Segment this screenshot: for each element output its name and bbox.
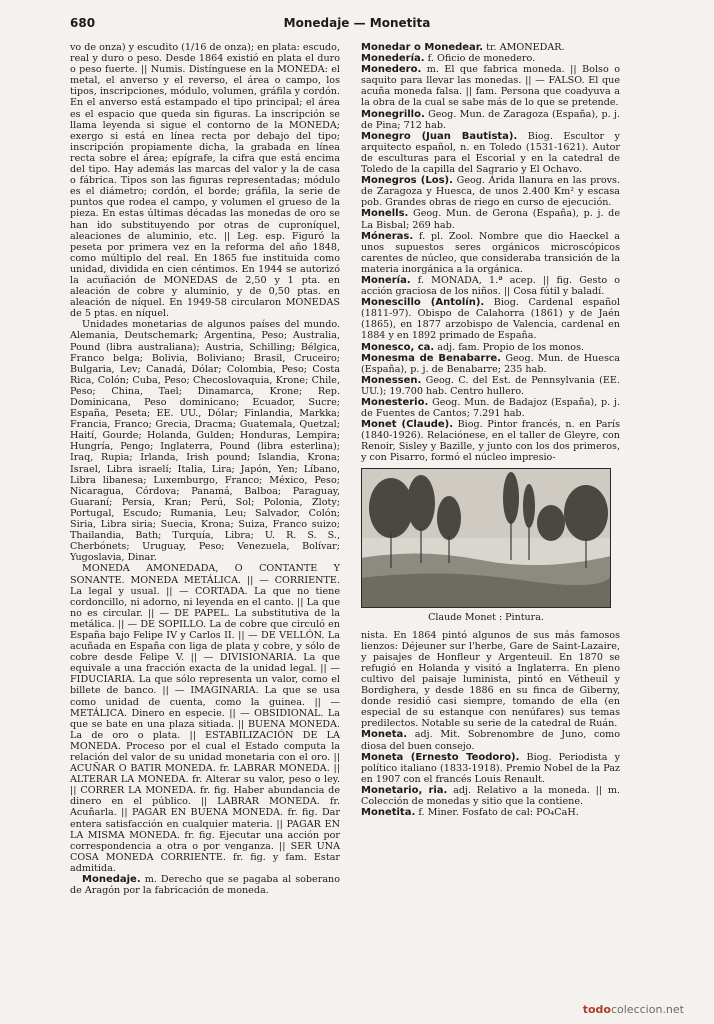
definition: Geog. Mun. de Huesca (España), p. j. de Benabarre; 235 hab. (361, 352, 620, 375)
definition: m. Derecho que se pagaba al soberano de Aragón por la fabricación de moneda. (70, 874, 340, 897)
definition: Geog. Mun. de Zaragoza (España), p. j. de Pina; 712 hab. (361, 108, 620, 131)
definition: Biog. Escultor y arquitecto español, n. en Toledo (1531-1621). Autor de esculturas para el Escorial y en la catedral de Toledo de la capilla del Sagrario y El Ochavo. (361, 130, 620, 176)
dictionary-entry (361, 175, 620, 208)
definition: Biog. Cardenal español (1811-97). Obispo de Calahorra (1861) y de Jaén (1865), en 1877 arzobispo de Valencia, cardenal en 1884 y en 1892 primado de España. (361, 297, 620, 342)
headword: Monetario, ria. (361, 784, 448, 796)
headword: Monesma de Benabarre. (361, 352, 501, 364)
headword: Monedar o Monedear. (361, 42, 484, 53)
headword: Moneta (Ernesto Teodoro). (361, 751, 520, 763)
headword: Monessen. (361, 374, 422, 386)
headword: Monesco, ca. (361, 341, 435, 353)
definition: Geog. Árida llanura en las provs. de Zaragoza y Huesca, de unos 2.400 Km² y escasa pob. Grandes obras de riego en curso de ejecución. (361, 175, 620, 209)
dictionary-entry (361, 208, 620, 230)
entries-top (361, 42, 620, 464)
dictionary-entry (361, 729, 620, 751)
definition: Biog. Periodista y político italiano (1833-1918). Premio Nobel de la Paz en 1907 con el francés Louis Renault. (361, 751, 620, 785)
headword: Monesterio. (361, 397, 429, 408)
dictionary-entry (361, 419, 620, 463)
page-header (0, 16, 714, 34)
headword: Monería. (361, 274, 411, 286)
definition: adj. Mit. Sobrenombre de Juno, como diosa del buen consejo. (361, 729, 620, 752)
definition: adj. fam. Propio de los monos. (437, 341, 585, 353)
headword: Monedero. (361, 64, 422, 76)
definition: Biog. Pintor francés, n. en París (1840-1926). Relaciónese, en el taller de Gleyre, con Renoir, Sisley y Bazille, y junto con los dos primeros, y con Pisarro, formó el núcleo impresio- (361, 419, 620, 464)
definition: m. El que fabrica moneda. || Bolso o saquito para llevar las monedas. || — FALSO. El que acuña moneda falsa. || fam. Persona que coadyuva a la obra de la cual se sabe más de lo que se pretende. (361, 64, 620, 109)
dictionary-entry (361, 42, 620, 53)
dictionary-entry (361, 342, 620, 353)
dictionary-entry (361, 353, 620, 375)
headword: Monescillo (Antolín). (361, 297, 485, 309)
entry-monedaje (70, 874, 340, 896)
headword: Monedería. (361, 53, 425, 65)
dictionary-entry (361, 53, 620, 64)
page-number: 680 (70, 16, 96, 30)
watermark-domain: .net (662, 1003, 684, 1016)
monet-painting-figure (361, 468, 611, 628)
figure-caption: Claude Monet : Pintura. (428, 611, 544, 623)
dictionary-entry (361, 807, 620, 818)
moneda-phrases-paragraph: MONEDA AMONEDADA, O CONTANTE Y SONANTE. MONEDA METÁLICA. || — CORRIENTE. La legal y usual. || — CORTADA. La que no tiene cordoncillo, ni adorno, ni leyenda en el canto. || La que no es circular. || — DE PAPEL. La substitutiva de la metálica. || — DE SOPILLO. La de cobre que circuló en España bajo Felipe IV y Carlos II. || — DE VELLÓN. La acuñada en España con liga de plata y cobre, y sólo de cobre desde Felipe V. || — DIVISIONARIA. La que equivale a una fracción exacta de la unidad legal. || — FIDUCIARIA. La que sólo representa un valor, como el billete de banco. || — IMAGINARIA. La que se usa como unidad de cuenta, como la guinea. || — METÁLICA. Dinero en especie. || — OBSIDIONAL. La que se bate en una plaza sitiada. || BUENA MONEDA. La de oro o plata. || ESTABILIZACIÓN DE LA MONEDA. Proceso por el cual el Estado computa la relación del valor de su unidad monetaria con el oro. || ACUÑAR O BATIR MONEDA. fr. LABRAR MONEDA. || ALTERAR LA MONEDA. fr. Alterar su valor, peso o ley. || CORRER LA MONEDA. fr. fig. Haber abundancia de dinero en el público. || LABRAR MONEDA. fr. Acuñarla. || PAGAR EN BUENA MONEDA. fr. fig. Dar entera satisfacción en cualquier materia. || PAGAR EN LA MISMA MONEDA. fr. fig. Ejecutar una acción por correspondencia a otra o por venganza. || SER UNA COSA MONEDA CORRIENTE. fr. fig. y fam. Estar admitida. (70, 563, 340, 874)
headword: Monells. (361, 208, 409, 220)
dictionary-entry (361, 397, 620, 419)
page-title: Monedaje — Monetita (283, 16, 431, 30)
monet-continued-paragraph: nista. En 1864 pintó algunos de sus más famosos lienzos: Déjeuner sur l'herbe, Gare de Saint-Lazaire, y paisajes de Honfleur y Argenteuil. En 1870 se refugió en Holanda y visitó a Inglaterra. En pleno cultivo del paisaje luminista, pintó en Vétheuil y Bordighera, y desde 1886 en su finca de Giberny, donde residió casi siempre, tomando de ella (en especial de su estanque con nenúfares) sus temas predilectos. Notable su serie de la catedral de Ruán. (361, 629, 620, 730)
monet-painting-image (361, 468, 611, 608)
headword: Monedaje. (82, 874, 141, 886)
definition: Geog. Mun. de Gerona (España), p. j. de La Bisbal; 269 hab. (361, 208, 620, 231)
definition: adj. Relativo a la moneda. || m. Colección de monedas y sitio que la contiene. (361, 784, 620, 807)
currency-units-paragraph: Unidades monetarias de algunos países del mundo. Alemania, Deutschemark; Argentina, Peso; Australia, Pound (libra australiana); Austria, Schilling; Bélgica, Franco belga; Bolivia, Boliviano; Brasil, Cruceiro; Bulgaria, Lev; Canadá, Dólar; Colombia, Peso; Costa Rica, Colón; Cuba, Peso; Checoslovaquia, Krone; Chile, Peso; China, Tael; Dinamarca, Krone; Rep. Dominicana, Peso dominicano; Ecuador, Sucre; España, Peseta; EE. UU., Dólar; Finlandia, Markka; Francia, Franco; Grecia, Dracma; Guatemala, Quetzal; Haití, Gourde; Holanda, Gulden; Honduras, Lempira; Hungría, Pengo; Inglaterra, Pound (libra esterlina); Iraq, Rupia; Irlanda, Irish pound; Islandia, Krona; Israel, Libra israelí; Italia, Lira; Japón, Yen; Líbano, Libra libanesa; Luxemburgo, Franco; México, Peso; Nicaragua, Córdova; Panamá, Balboa; Paraguay, Guaraní; Persia, Kran; Perú, Sol; Polonia, Zloty; Portugal, Escudo; Rumania, Leu; Salvador, Colón; Siria, Libra siria; Suecia, Krona; Suiza, Franco suizo; Thailandia, Bath; Turquía, Libra; U. R. S. S., Cherbónets; Uruguay, Peso; Venezuela, Bolívar; Yugoslavia, Dinar. (70, 319, 340, 564)
headword: Monegrillo. (361, 108, 425, 120)
headword: Monetita. (361, 807, 416, 819)
watermark (583, 1003, 684, 1016)
definition: tr. AMONEDAR. (486, 42, 565, 53)
watermark-brand-a: todo (582, 1003, 611, 1016)
definition: f. Miner. Fosfato de cal: PO₄CaH. (418, 807, 579, 819)
headword: Monegros (Los). (361, 175, 453, 187)
dictionary-entry (361, 785, 620, 807)
headword: Móneras. (361, 230, 414, 242)
dictionary-entry (361, 297, 620, 341)
dictionary-entry (361, 275, 620, 297)
dictionary-entry (361, 64, 620, 108)
dictionary-entry (361, 752, 620, 785)
watermark-brand-b: coleccion (610, 1003, 663, 1016)
headword: Monegro (Juan Bautista). (361, 130, 518, 142)
definition: Geog. C. del Est. de Pennsylvania (EE. UU.); 19.700 hab. Centro hullero. (361, 374, 620, 397)
definition: f. Oficio de monedero. (427, 53, 536, 65)
headword: Monet (Claude). (361, 419, 454, 431)
definition: Geog. Mun. de Badajoz (España), p. j. de Fuentes de Cantos; 7.291 hab. (361, 397, 620, 420)
entries-bottom (361, 729, 620, 818)
headword: Moneta. (361, 729, 408, 741)
dictionary-entry (361, 375, 620, 397)
dictionary-entry (361, 109, 620, 131)
definition: f. MONADA, 1.ª acep. || fig. Gesto o acción graciosa de los niños. || Cosa fútil y baladí. (361, 274, 620, 298)
dictionary-entry (361, 231, 620, 275)
definition: f. pl. Zool. Nombre que dio Haeckel a unos supuestos seres orgánicos microscópicos carentes de núcleo, que consideraba transición de la materia inorgánica a la orgánica. (361, 230, 620, 275)
left-column (70, 42, 340, 896)
right-column (361, 42, 620, 818)
dictionary-entry (361, 131, 620, 175)
moneda-continued-paragraph: vo de onza) y escudito (1/16 de onza); en plata: escudo, real y duro o peso. Desde 1864 existió en plata el duro o peso fuerte. || Numis. Distínguese en la MONEDA: el metal, el anverso y el reverso, el área o campo, los tipos, inscripciones, módulo, volumen, gráfila y cordón. En el anverso está estampado el tipo principal; el área es el espacio que queda sin figuras. La inscripción se llama leyenda si sigue el contorno de la MONEDA; exergo si está en línea recta por debajo del tipo; inscripción propiamente dicha, la grabada en línea recta sobre el área; epígrafe, la cifra que está encima del tipo. Hay además las marcas del valor y la de casa o fábrica. Tipos son las figuras representadas; módulo es el diámetro; cordón, el borde; gráfila, la serie de puntos que rodea el campo, y volumen el grueso de la pieza. En estas últimas décadas las monedas de oro se han ido substituyendo por otras de cuproníquel, aleaciones de aluminio, etc. || Leg. esp. Figuró la peseta por primera vez en la reforma del año 1848, como múltiplo del real. En 1865 fue instituida como unidad, dividida en cien céntimos. En 1944 se autorizó la acuñación de MONEDAS de 2,50 y 1 pta. en aleación de cobre y aluminio, y de 0,50 ptas. en aleación de níquel. En 1949-58 circularon MONEDAS de 5 ptas. en níquel. (70, 42, 340, 320)
